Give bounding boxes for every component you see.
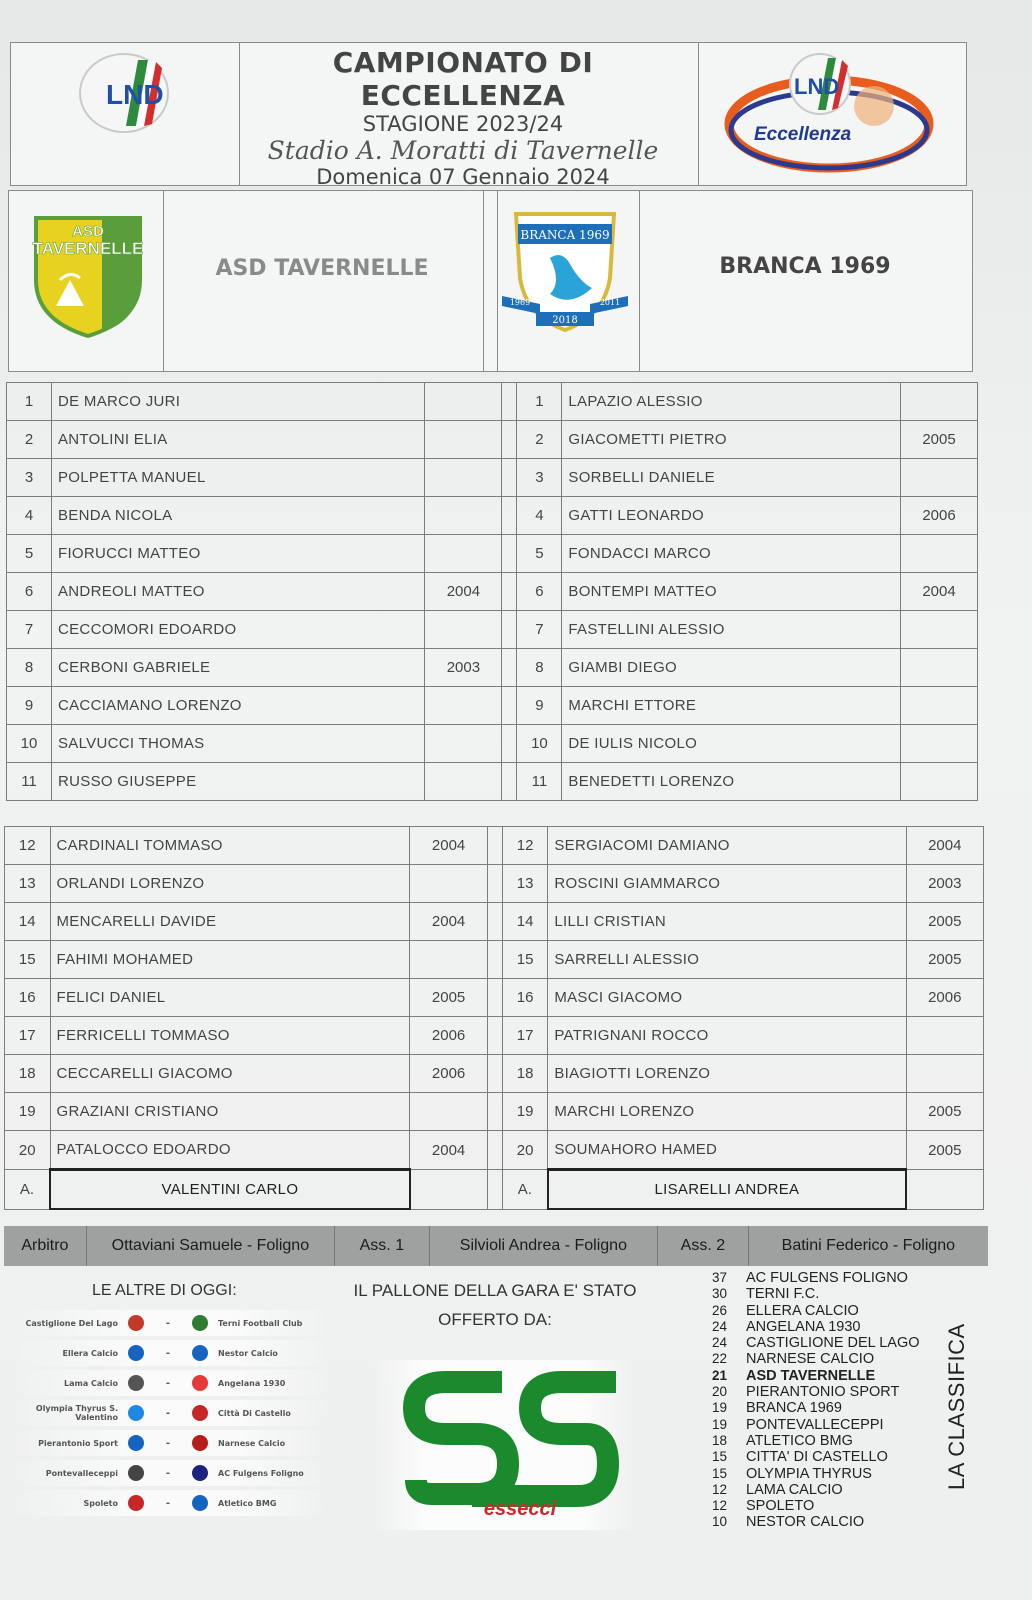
home-player-year: [425, 383, 502, 421]
match-separator: -: [165, 1467, 171, 1479]
home-player-year: 2006: [410, 1017, 488, 1055]
standings-points: 12: [712, 1498, 728, 1514]
championship-title: CAMPIONATO DI ECCELLENZA: [332, 46, 594, 112]
table-row: [5, 1093, 984, 1131]
column-divider: [487, 865, 502, 903]
match-row: [10, 1460, 330, 1486]
home-player-year: [425, 421, 502, 459]
away-player-name: SARRELLI ALESSIO: [548, 941, 906, 979]
home-coach: VALENTINI CARLO: [50, 1170, 410, 1210]
away-team-name: BRANCA 1969: [719, 254, 891, 279]
home-player-name: CARDINALI TOMMASO: [50, 827, 410, 865]
away-club-badge-icon: [192, 1405, 208, 1421]
home-club-badge-icon: [128, 1465, 144, 1481]
away-player-name: SORBELLI DANIELE: [562, 459, 901, 497]
standings-row: [712, 1270, 920, 1286]
assistant2-name: Batini Federico - Foligno: [781, 1237, 956, 1254]
standings-points: 15: [712, 1465, 728, 1481]
away-player-name: GIAMBI DIEGO: [562, 649, 901, 687]
standings-points: 15: [712, 1449, 728, 1465]
away-player-year: 2004: [906, 827, 984, 865]
table-row: [5, 827, 984, 865]
table-row: [5, 979, 984, 1017]
away-player-year: 2006: [901, 497, 978, 535]
home-player-number: 12: [5, 827, 51, 865]
sponsor-line-2: OFFERTO DA:: [438, 1310, 552, 1329]
away-player-year: [906, 1017, 984, 1055]
eccellenza-logo: [724, 52, 934, 176]
standings-team: ANGELANA 1930: [746, 1318, 861, 1335]
column-divider: [487, 1055, 502, 1093]
home-player-name: PATALOCCO EDOARDO: [50, 1131, 410, 1170]
away-player-number: 7: [517, 611, 562, 649]
match-row: [10, 1370, 330, 1396]
table-row: [7, 459, 978, 497]
away-player-year: [901, 649, 978, 687]
table-row: [5, 1055, 984, 1093]
home-club-badge-icon: [128, 1375, 144, 1391]
column-divider: [502, 687, 517, 725]
standings-points: 10: [712, 1514, 728, 1530]
home-player-year: [425, 687, 502, 725]
table-row: [5, 903, 984, 941]
crest-tavernelle: TAVERNELLE: [32, 239, 144, 258]
home-player-year: [410, 941, 488, 979]
table-row: [5, 1131, 984, 1170]
crest-asd: ASD: [72, 223, 104, 240]
away-player-name: DE IULIS NICOLO: [562, 725, 901, 763]
away-player-name: ROSCINI GIAMMARCO: [548, 865, 906, 903]
away-player-number: 12: [502, 827, 548, 865]
away-club-badge-icon: [192, 1375, 208, 1391]
match-separator: -: [165, 1497, 171, 1509]
standings-row: [712, 1400, 920, 1416]
standings-row: [712, 1384, 920, 1400]
date-label: Domenica 07 Gennaio 2024: [316, 165, 610, 189]
standings-team: BRANCA 1969: [746, 1400, 842, 1417]
standings-team: PIERANTONIO SPORT: [746, 1384, 900, 1401]
match-separator: -: [165, 1407, 171, 1419]
standings-list: [712, 1270, 920, 1531]
away-club-badge-icon: [192, 1345, 208, 1361]
away-player-name: BONTEMPI MATTEO: [562, 573, 901, 611]
branca-crest: [500, 208, 630, 338]
lnd-right-text: LND: [794, 74, 840, 99]
home-player-name: ORLANDI LORENZO: [50, 865, 410, 903]
home-player-year: 2004: [425, 573, 502, 611]
standings-points: 21: [712, 1367, 728, 1383]
away-player-name: GIACOMETTI PIETRO: [562, 421, 901, 459]
referee-label: Arbitro: [4, 1226, 87, 1266]
standings-points: 19: [712, 1416, 728, 1432]
table-row: [5, 941, 984, 979]
column-divider: [487, 1131, 502, 1170]
match-away-team: AC Fulgens Foligno: [218, 1468, 304, 1478]
home-player-name: MENCARELLI DAVIDE: [50, 903, 410, 941]
match-away-team: Atletico BMG: [218, 1498, 277, 1508]
crest-year-bottom: 2018: [552, 315, 578, 326]
column-divider: [502, 459, 517, 497]
standings-row: [712, 1335, 920, 1351]
home-player-number: 16: [5, 979, 51, 1017]
match-away-team: Città Di Castello: [218, 1408, 291, 1418]
crest-year-left: 1969: [509, 298, 531, 307]
match-home-team: Castiglione Del Lago: [25, 1318, 118, 1328]
home-player-name: ANDREOLI MATTEO: [52, 573, 425, 611]
table-row: [5, 1017, 984, 1055]
home-player-number: 18: [5, 1055, 51, 1093]
away-player-number: 15: [502, 941, 548, 979]
standings-row: [712, 1449, 920, 1465]
standings-team: NESTOR CALCIO: [746, 1514, 865, 1531]
standings-points: 26: [712, 1302, 728, 1318]
teams-box: [8, 190, 973, 372]
away-club-badge-icon: [192, 1465, 208, 1481]
home-player-name: CACCIAMANO LORENZO: [52, 687, 425, 725]
away-player-name: MASCI GIACOMO: [548, 979, 906, 1017]
standings-row: [712, 1286, 920, 1302]
column-divider: [487, 827, 502, 865]
officials-bar: [4, 1226, 988, 1266]
lnd-left-text: LND: [106, 79, 164, 110]
home-club-badge-icon: [128, 1435, 144, 1451]
match-home-team: Pierantonio Sport: [38, 1438, 118, 1448]
column-divider: [502, 573, 517, 611]
home-player-number: 5: [7, 535, 52, 573]
match-row: [10, 1490, 330, 1516]
home-player-year: [410, 1093, 488, 1131]
column-divider: [487, 941, 502, 979]
other-matches-title: LE ALTRE DI OGGI:: [92, 1282, 237, 1299]
home-player-number: 3: [7, 459, 52, 497]
away-player-number: 17: [502, 1017, 548, 1055]
standings-team: ATLETICO BMG: [746, 1432, 853, 1449]
standings-team: AC FULGENS FOLIGNO: [746, 1270, 908, 1286]
away-player-name: GATTI LEONARDO: [562, 497, 901, 535]
standings-row: [712, 1498, 920, 1514]
home-player-name: DE MARCO JURI: [52, 383, 425, 421]
away-player-year: [901, 725, 978, 763]
standings-row: [712, 1351, 920, 1367]
standings-row: [712, 1433, 920, 1449]
away-player-name: BENEDETTI LORENZO: [562, 763, 901, 801]
standings-team: LAMA CALCIO: [746, 1481, 843, 1498]
match-separator: -: [165, 1317, 171, 1329]
home-club-badge-icon: [128, 1495, 144, 1511]
match-away-team: Terni Football Club: [218, 1318, 303, 1328]
home-player-name: RUSSO GIUSEPPE: [52, 763, 425, 801]
away-player-year: 2005: [901, 421, 978, 459]
home-player-name: GRAZIANI CRISTIANO: [50, 1093, 410, 1131]
sponsor-caption: [350, 1276, 640, 1334]
starting-lineup-table: [6, 382, 978, 801]
standings-points: 18: [712, 1432, 728, 1448]
column-divider: [487, 979, 502, 1017]
away-player-number: 11: [517, 763, 562, 801]
column-divider: [502, 383, 517, 421]
away-coach: LISARELLI ANDREA: [548, 1170, 906, 1210]
header-title-block: [238, 46, 688, 189]
home-player-name: BENDA NICOLA: [52, 497, 425, 535]
match-home-team: Pontevalleceppi: [45, 1468, 118, 1478]
home-player-name: FELICI DANIEL: [50, 979, 410, 1017]
away-player-number: 2: [517, 421, 562, 459]
table-row: [7, 611, 978, 649]
away-player-number: 19: [502, 1093, 548, 1131]
home-player-year: 2004: [410, 1131, 488, 1170]
standings-row: [712, 1482, 920, 1498]
column-divider: [502, 421, 517, 459]
home-player-number: 20: [5, 1131, 51, 1170]
away-player-year: 2005: [906, 903, 984, 941]
home-player-number: 7: [7, 611, 52, 649]
match-home-team: Olympia Thyrus S. Valentino: [35, 1404, 118, 1422]
table-row: [7, 573, 978, 611]
match-away-team: Nestor Calcio: [218, 1348, 278, 1358]
away-player-year: 2004: [901, 573, 978, 611]
home-player-number: 1: [7, 383, 52, 421]
table-row: [7, 687, 978, 725]
away-player-name: MARCHI ETTORE: [562, 687, 901, 725]
column-divider: [487, 1093, 502, 1131]
standings-team: NARNESE CALCIO: [746, 1351, 875, 1368]
match-separator: -: [165, 1347, 171, 1359]
home-player-name: CECCARELLI GIACOMO: [50, 1055, 410, 1093]
home-player-year: [425, 459, 502, 497]
home-player-year: [425, 497, 502, 535]
match-separator: -: [165, 1437, 171, 1449]
home-player-name: ANTOLINI ELIA: [52, 421, 425, 459]
away-player-number: 10: [517, 725, 562, 763]
standings-points: 24: [712, 1318, 728, 1334]
table-row: [5, 865, 984, 903]
away-player-year: [901, 687, 978, 725]
substitutes-table: [4, 826, 984, 1210]
standings-points: 20: [712, 1384, 728, 1400]
away-player-year: [901, 535, 978, 573]
standings-points: 12: [712, 1481, 728, 1497]
home-coach-label: A.: [5, 1170, 51, 1210]
match-away-team: Narnese Calcio: [218, 1438, 286, 1448]
away-player-year: [901, 611, 978, 649]
home-player-number: 9: [7, 687, 52, 725]
away-player-year: [901, 459, 978, 497]
match-home-team: Spoleto: [83, 1498, 118, 1508]
away-player-year: 2003: [906, 865, 984, 903]
column-divider: [502, 763, 517, 801]
home-player-name: FERRICELLI TOMMASO: [50, 1017, 410, 1055]
table-row: [7, 535, 978, 573]
home-club-badge-icon: [128, 1315, 144, 1331]
away-player-name: BIAGIOTTI LORENZO: [548, 1055, 906, 1093]
home-player-number: 14: [5, 903, 51, 941]
home-player-number: 19: [5, 1093, 51, 1131]
column-divider: [502, 725, 517, 763]
standings-row: [712, 1466, 920, 1482]
essecci-logo: [372, 1360, 634, 1530]
standings-points: 22: [712, 1351, 728, 1367]
home-player-year: 2005: [410, 979, 488, 1017]
standings-team: ASD TAVERNELLE: [746, 1367, 876, 1384]
standings-points: 19: [712, 1400, 728, 1416]
season-label: STAGIONE 2023/24: [362, 112, 564, 136]
away-player-number: 13: [502, 865, 548, 903]
crest-branca-title: BRANCA 1969: [520, 228, 610, 242]
away-player-year: [906, 1055, 984, 1093]
home-player-year: 2003: [425, 649, 502, 687]
venue-label: Stadio A. Moratti di Tavernelle: [267, 136, 659, 165]
home-player-number: 17: [5, 1017, 51, 1055]
coach-row: [5, 1170, 984, 1210]
lnd-logo-left: [76, 52, 172, 134]
away-player-number: 3: [517, 459, 562, 497]
home-player-name: CECCOMORI EDOARDO: [52, 611, 425, 649]
standings-team: CASTIGLIONE DEL LAGO: [746, 1335, 920, 1352]
away-player-name: FONDACCI MARCO: [562, 535, 901, 573]
standings-row: [712, 1417, 920, 1433]
away-player-year: [901, 763, 978, 801]
column-divider: [487, 1017, 502, 1055]
home-player-year: [425, 763, 502, 801]
standings-row: [712, 1368, 920, 1384]
eccellenza-word: Eccellenza: [754, 124, 852, 145]
away-player-number: 14: [502, 903, 548, 941]
home-player-number: 4: [7, 497, 52, 535]
away-club-badge-icon: [192, 1435, 208, 1451]
assistant1-name: Silvioli Andrea - Foligno: [430, 1226, 658, 1266]
match-home-team: Lama Calcio: [63, 1378, 118, 1388]
away-player-number: 16: [502, 979, 548, 1017]
standings-team: ELLERA CALCIO: [746, 1302, 859, 1319]
standings-row: [712, 1514, 920, 1530]
tavernelle-crest: [30, 210, 146, 338]
standings-team: SPOLETO: [746, 1498, 815, 1515]
standings-team: CITTA' DI CASTELLO: [746, 1449, 888, 1466]
match-separator: -: [165, 1377, 171, 1389]
away-player-number: 4: [517, 497, 562, 535]
assistant2-label: Ass. 2: [658, 1226, 749, 1266]
away-player-name: SOUMAHORO HAMED: [548, 1131, 906, 1170]
away-club-badge-icon: [192, 1315, 208, 1331]
away-coach-label: A.: [502, 1170, 548, 1210]
home-player-name: FIORUCCI MATTEO: [52, 535, 425, 573]
home-player-year: [410, 865, 488, 903]
home-player-number: 8: [7, 649, 52, 687]
standings-points: 30: [712, 1286, 728, 1302]
standings-team: OLYMPIA THYRUS: [746, 1465, 872, 1482]
table-row: [7, 763, 978, 801]
away-player-name: MARCHI LORENZO: [548, 1093, 906, 1131]
home-club-badge-icon: [128, 1405, 144, 1421]
away-player-name: LAPAZIO ALESSIO: [562, 383, 901, 421]
away-club-badge-icon: [192, 1495, 208, 1511]
home-player-year: 2004: [410, 903, 488, 941]
match-row: [10, 1310, 330, 1336]
standings-team: PONTEVALLECEPPI: [746, 1416, 884, 1433]
home-player-name: CERBONI GABRIELE: [52, 649, 425, 687]
away-player-number: 18: [502, 1055, 548, 1093]
match-row: [10, 1400, 330, 1426]
table-row: [7, 649, 978, 687]
table-row: [7, 725, 978, 763]
referee-name: Ottaviani Samuele - Foligno: [87, 1226, 335, 1266]
standings-title: LA CLASSIFICA: [944, 1323, 969, 1490]
match-away-team: Angelana 1930: [218, 1378, 286, 1388]
match-home-team: Ellera Calcio: [62, 1348, 118, 1358]
away-player-name: LILLI CRISTIAN: [548, 903, 906, 941]
column-divider: [487, 903, 502, 941]
home-club-badge-icon: [128, 1345, 144, 1361]
away-player-name: PATRIGNANI ROCCO: [548, 1017, 906, 1055]
home-team-name: ASD TAVERNELLE: [215, 256, 429, 281]
home-player-name: FAHIMI MOHAMED: [50, 941, 410, 979]
away-player-name: SERGIACOMI DAMIANO: [548, 827, 906, 865]
standings-points: 37: [712, 1270, 728, 1285]
away-player-year: 2005: [906, 1131, 984, 1170]
standings-row: [712, 1303, 920, 1319]
home-player-number: 11: [7, 763, 52, 801]
away-player-name: FASTELLINI ALESSIO: [562, 611, 901, 649]
column-divider: [502, 611, 517, 649]
table-row: [7, 421, 978, 459]
away-player-number: 9: [517, 687, 562, 725]
home-player-number: 15: [5, 941, 51, 979]
home-player-year: [425, 535, 502, 573]
home-player-number: 10: [7, 725, 52, 763]
away-player-year: 2005: [906, 941, 984, 979]
column-divider: [502, 649, 517, 687]
essecci-brand: essecci: [483, 1498, 557, 1520]
crest-year-right: 2011: [599, 298, 621, 307]
home-player-year: [425, 611, 502, 649]
assistant1-label: Ass. 1: [335, 1226, 430, 1266]
away-player-number: 20: [502, 1131, 548, 1170]
home-player-number: 13: [5, 865, 51, 903]
home-player-number: 2: [7, 421, 52, 459]
column-divider: [502, 497, 517, 535]
home-player-year: 2004: [410, 827, 488, 865]
home-player-name: POLPETTA MANUEL: [52, 459, 425, 497]
away-player-number: 6: [517, 573, 562, 611]
away-player-year: 2006: [906, 979, 984, 1017]
home-player-year: [425, 725, 502, 763]
column-divider: [502, 535, 517, 573]
away-player-number: 1: [517, 383, 562, 421]
home-player-number: 6: [7, 573, 52, 611]
standings-team: TERNI F.C.: [746, 1286, 820, 1303]
away-player-number: 8: [517, 649, 562, 687]
match-row: [10, 1430, 330, 1456]
away-player-year: 2005: [906, 1093, 984, 1131]
table-row: [7, 383, 978, 421]
sponsor-line-1: IL PALLONE DELLA GARA E' STATO: [353, 1281, 637, 1300]
standings-points: 24: [712, 1335, 728, 1351]
match-row: [10, 1340, 330, 1366]
away-player-number: 5: [517, 535, 562, 573]
standings-row: [712, 1319, 920, 1335]
home-player-year: 2006: [410, 1055, 488, 1093]
home-player-name: SALVUCCI THOMAS: [52, 725, 425, 763]
table-row: [7, 497, 978, 535]
away-player-year: [901, 383, 978, 421]
